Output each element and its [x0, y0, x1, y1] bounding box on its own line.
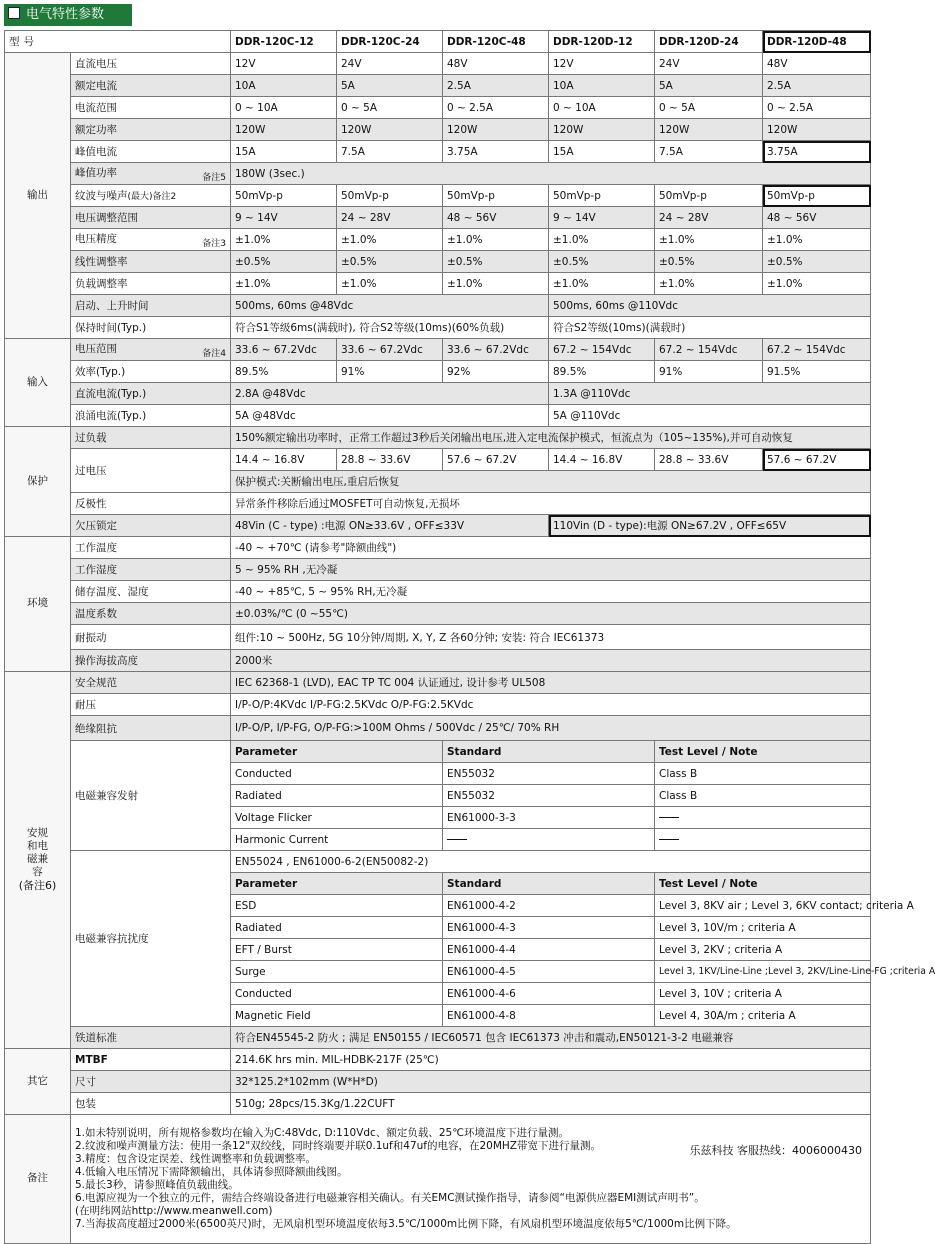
emc-cell: Voltage Flicker	[231, 807, 443, 829]
section-header	[4, 4, 132, 26]
value-cell: ±0.03%/℃ (0 ~55℃)	[231, 603, 871, 625]
item-label	[71, 672, 231, 694]
emc-cell: EN61000-3-3	[443, 807, 655, 829]
table-row	[5, 493, 871, 515]
c-type-value: 2.8A @48Vdc	[231, 383, 549, 405]
emc-cell	[655, 829, 871, 851]
group-protection: 保护	[5, 427, 71, 537]
d-type-value: 符合S2等级(10ms)(满载时)	[549, 317, 871, 339]
emc-cell: Level 3, 10V/m ; criteria A	[655, 917, 871, 939]
item-label-text: 峰值功率	[75, 166, 117, 179]
value-cell: 120W	[655, 119, 763, 141]
value-cell: ±1.0%	[763, 273, 871, 295]
item-note: 备注3	[202, 238, 226, 249]
dash-mark	[659, 839, 679, 840]
item-label-text: 保持时间(Typ.)	[75, 322, 147, 334]
table-row	[5, 1027, 871, 1049]
emc-cell: EN55032	[443, 785, 655, 807]
value-cell: ±0.5%	[549, 251, 655, 273]
emc-cell: Class B	[655, 763, 871, 785]
note-line: 1.如未特别说明，所有规格参数均在输入为C:48Vdc, D:110Vdc、额定负载、25℃环境温度下进行量测。	[75, 1127, 569, 1139]
emc-cell: Radiated	[231, 785, 443, 807]
table-row	[5, 251, 871, 273]
item-label	[71, 339, 231, 361]
item-label: 工作湿度	[71, 559, 231, 581]
value-cell: ±0.5%	[231, 251, 337, 273]
value-cell: ±1.0%	[443, 273, 549, 295]
item-label	[71, 295, 231, 317]
spec-table	[4, 30, 935, 1244]
item-label	[71, 716, 231, 741]
table-row	[5, 694, 871, 716]
value-cell: 7.5A	[337, 141, 443, 163]
emc-cell: EN61000-4-5	[443, 961, 655, 983]
value-cell: 7.5A	[655, 141, 763, 163]
item-label-text: 过电压	[75, 465, 107, 477]
value-cell: 15A	[549, 141, 655, 163]
table-row	[5, 361, 871, 383]
value-cell: 150%额定输出功率时，正常工作超过3秒后关闭输出电压,进入定电流保护模式，恒流点为（105~135%),并可自动恢复	[231, 427, 871, 449]
table-row	[5, 427, 871, 449]
item-label	[71, 361, 231, 383]
value-cell: 3.75A	[763, 141, 871, 163]
item-label-text: 电压精度	[75, 232, 117, 245]
emc-header: Standard	[443, 873, 655, 895]
table-row	[5, 163, 871, 185]
group-environment: 环境	[5, 537, 71, 672]
value-cell: 2.5A	[443, 75, 549, 97]
value-cell: ±0.5%	[655, 251, 763, 273]
item-label-text: 包装	[75, 1098, 96, 1110]
value-cell: 67.2 ~ 154Vdc	[655, 339, 763, 361]
emc-cell: Class B	[655, 785, 871, 807]
table-row	[5, 207, 871, 229]
note-line: 7.当海拔高度超过2000米(6500英尺)时，无风扇机型环境温度依每3.5℃/1000m比例下降，有风扇机型环境温度依每5℃/1000m比例下降。	[75, 1218, 737, 1230]
value-cell: 120W	[549, 119, 655, 141]
value-cell: 180W (3sec.)	[231, 163, 871, 185]
value-cell: 10A	[231, 75, 337, 97]
item-label	[71, 694, 231, 716]
group-safety-line: 和电	[27, 840, 48, 852]
value-cell: 57.6 ~ 67.2V	[763, 449, 871, 471]
emc-cell: EN61000-4-8	[443, 1005, 655, 1027]
value-cell: 24 ~ 28V	[655, 207, 763, 229]
item-label	[71, 449, 231, 493]
value-cell: ±1.0%	[763, 229, 871, 251]
note-line: 5.最长3秒，请参照峰值负载曲线。	[75, 1179, 239, 1191]
emc-cell: Radiated	[231, 917, 443, 939]
emc-cell: Surge	[231, 961, 443, 983]
note-line: 4.低输入电压情况下需降额输出，具体请参照降额曲线图。	[75, 1166, 348, 1178]
table-row	[5, 405, 871, 427]
square-icon	[8, 7, 20, 19]
table-row	[5, 1049, 871, 1071]
group-output: 输出	[5, 53, 71, 339]
value-cell: ±0.5%	[443, 251, 549, 273]
emc-cell: Level 3, 1KV/Line-Line ;Level 3, 2KV/Line-Line-FG ;criteria A	[655, 961, 871, 983]
emc-intro: EN55024 , EN61000-6-2(EN50082-2)	[231, 851, 871, 873]
table-row	[5, 625, 871, 650]
emc-cell	[655, 807, 871, 829]
item-label-text: 绝缘阻抗	[75, 722, 117, 735]
value-cell: 24 ~ 28V	[337, 207, 443, 229]
item-label	[71, 317, 231, 339]
value-cell: 9 ~ 14V	[231, 207, 337, 229]
value-cell: IEC 62368-1 (LVD), EAC TP TC 004 认证通过, 设计参考 UL508	[231, 672, 871, 694]
table-row	[5, 449, 871, 471]
emc-cell: EN61000-4-6	[443, 983, 655, 1005]
value-cell: 67.2 ~ 154Vdc	[763, 339, 871, 361]
value-cell: 214.6K hrs min. MIL-HDBK-217F (25℃)	[231, 1049, 871, 1071]
table-row	[5, 1071, 871, 1093]
group-safety-line: 安规	[27, 826, 48, 839]
value-cell: ±1.0%	[337, 229, 443, 251]
emc-cell: EN55032	[443, 763, 655, 785]
item-label-text: MTBF	[75, 1053, 108, 1066]
table-row	[5, 515, 871, 537]
emc-header: Test Level / Note	[655, 741, 871, 763]
item-label	[71, 383, 231, 405]
table-row	[5, 1093, 871, 1115]
value-cell: 48 ~ 56V	[763, 207, 871, 229]
value-cell: ±1.0%	[443, 229, 549, 251]
item-label-text: 电压范围	[75, 342, 117, 355]
value-cell: 14.4 ~ 16.8V	[231, 449, 337, 471]
table-row	[5, 559, 871, 581]
item-label	[71, 185, 231, 207]
d-type-value: 110Vin (D - type):电源 ON≥67.2V , OFF≤65V	[549, 515, 871, 537]
value-cell: I/P-O/P, I/P-FG, O/P-FG:>100M Ohms / 500Vdc / 25℃/ 70% RH	[231, 716, 871, 741]
table-row	[5, 741, 871, 763]
value-cell: 33.6 ~ 67.2Vdc	[231, 339, 337, 361]
emc-cell: Level 3, 2KV ; criteria A	[655, 939, 871, 961]
value-cell: 91%	[655, 361, 763, 383]
item-label-text: 直流电压	[75, 58, 117, 70]
item-label-text: 启动、上升时间	[75, 300, 149, 312]
c-type-value: 48Vin (C - type) :电源 ON≥33.6V , OFF≤33V	[231, 515, 549, 537]
value-cell: 91%	[337, 361, 443, 383]
value-cell: 24V	[655, 53, 763, 75]
value-cell: 50mVp-p	[763, 185, 871, 207]
group-input: 输入	[5, 339, 71, 427]
value-cell: 50mVp-p	[443, 185, 549, 207]
emc-cell: Conducted	[231, 763, 443, 785]
value-cell: 24V	[337, 53, 443, 75]
emc-cell: Harmonic Current	[231, 829, 443, 851]
value-cell: 120W	[763, 119, 871, 141]
value-cell: ±1.0%	[655, 273, 763, 295]
value-cell: 28.8 ~ 33.6V	[337, 449, 443, 471]
table-row	[5, 851, 871, 873]
item-label-text: 耐压	[75, 699, 96, 711]
value-cell: 0 ~ 5A	[655, 97, 763, 119]
emc-cell	[443, 829, 655, 851]
item-label-text: 过负载	[75, 432, 107, 444]
item-label	[71, 1049, 231, 1071]
emc-cell: EFT / Burst	[231, 939, 443, 961]
dash-mark	[659, 817, 679, 818]
emc-header: Standard	[443, 741, 655, 763]
value-cell: 50mVp-p	[549, 185, 655, 207]
note-line: 6.电源应视为一个独立的元件，需结合终端设备进行电磁兼容相关确认。有关EMC测试操作指导，请参阅“电源供应器EMI测试声明书”。	[75, 1192, 705, 1204]
emc-cell: EN61000-4-4	[443, 939, 655, 961]
notes-cell	[71, 1115, 871, 1244]
c-type-value: 5A @48Vdc	[231, 405, 549, 427]
table-row	[5, 716, 871, 741]
hotline: 乐兹科技 客服热线：4006000430	[689, 1144, 862, 1157]
value-cell: 48V	[763, 53, 871, 75]
item-label-text: 峰值电流	[75, 146, 117, 158]
value-cell: 57.6 ~ 67.2V	[443, 449, 549, 471]
item-label	[71, 75, 231, 97]
value-cell: 12V	[231, 53, 337, 75]
value-cell: 2.5A	[763, 75, 871, 97]
table-row	[5, 339, 871, 361]
value-cell: 5 ~ 95% RH ,无冷凝	[231, 559, 871, 581]
d-type-value: 5A @110Vdc	[549, 405, 871, 427]
value-cell: 保护模式:关断输出电压,重启后恢复	[231, 471, 871, 493]
value-cell: I/P-O/P:4KVdc I/P-FG:2.5KVdc O/P-FG:2.5KVdc	[231, 694, 871, 716]
table-row	[5, 672, 871, 694]
c-type-value: 500ms, 60ms @48Vdc	[231, 295, 549, 317]
item-label	[71, 1071, 231, 1093]
value-cell: 14.4 ~ 16.8V	[549, 449, 655, 471]
table-row	[5, 97, 871, 119]
item-label	[71, 405, 231, 427]
item-label	[71, 207, 231, 229]
group-safety-line: 磁兼	[27, 853, 48, 866]
value-cell: 异常条件移除后通过MOSFET可自动恢复,无损坏	[231, 493, 871, 515]
item-label-text: 效率(Typ.)	[75, 366, 126, 378]
value-cell: ±0.5%	[337, 251, 443, 273]
c-type-value: 符合S1等级6ms(满载时), 符合S2等级(10ms)(60%负载)	[231, 317, 549, 339]
value-cell: 15A	[231, 141, 337, 163]
value-cell: ±1.0%	[549, 273, 655, 295]
emc-header: Parameter	[231, 873, 443, 895]
table-row	[5, 1115, 871, 1244]
item-label	[71, 163, 231, 185]
item-label-text: 浪涌电流(Typ.)	[75, 410, 147, 422]
table-row	[5, 229, 871, 251]
item-label	[71, 273, 231, 295]
item-label: 储存温度、湿度	[71, 581, 231, 603]
value-cell: 120W	[231, 119, 337, 141]
model-name: DDR-120D-12	[549, 31, 655, 53]
table-row	[5, 31, 871, 53]
emc-cell: EN61000-4-2	[443, 895, 655, 917]
value-cell: 5A	[337, 75, 443, 97]
table-row	[5, 119, 871, 141]
emc-cell: Magnetic Field	[231, 1005, 443, 1027]
value-cell: 33.6 ~ 67.2Vdc	[443, 339, 549, 361]
item-label-text: 直流电流(Typ.)	[75, 388, 147, 400]
group-safety-note: (备注6)	[18, 879, 57, 893]
value-cell: 120W	[337, 119, 443, 141]
value-cell: 28.8 ~ 33.6V	[655, 449, 763, 471]
item-label-text: 欠压锁定	[75, 520, 117, 532]
item-label	[71, 229, 231, 251]
note-line: 3.精度：包含设定误差、线性调整率和负载调整率。	[75, 1153, 317, 1165]
emc-cell: EN61000-4-3	[443, 917, 655, 939]
item-label-text: 纹波与噪声	[75, 190, 128, 202]
group-safety	[5, 672, 71, 1049]
value-cell: 12V	[549, 53, 655, 75]
emc-cell: Level 3, 10V ; criteria A	[655, 983, 871, 1005]
value-cell: 3.75A	[443, 141, 549, 163]
emc-immunity-label: 电磁兼容抗扰度	[71, 851, 231, 1027]
value-cell: 510g; 28pcs/15.3Kg/1.22CUFT	[231, 1093, 871, 1115]
table-row	[5, 185, 871, 207]
item-label	[71, 427, 231, 449]
model-name: DDR-120D-24	[655, 31, 763, 53]
item-label	[71, 1093, 231, 1115]
value-cell: 10A	[549, 75, 655, 97]
section-title: 电气特性参数	[26, 7, 105, 22]
item-label	[71, 515, 231, 537]
item-label	[71, 119, 231, 141]
value-cell: 89.5%	[549, 361, 655, 383]
value-cell: 91.5%	[763, 361, 871, 383]
value-cell: 50mVp-p	[337, 185, 443, 207]
item-label-text: 铁道标准	[75, 1032, 117, 1044]
value-cell: ±1.0%	[549, 229, 655, 251]
table-row	[5, 273, 871, 295]
table-row	[5, 581, 871, 603]
value-cell: ±1.0%	[337, 273, 443, 295]
value-cell: 48 ~ 56V	[443, 207, 549, 229]
value-cell: 32*125.2*102mm (W*H*D)	[231, 1071, 871, 1093]
d-type-value: 1.3A @110Vdc	[549, 383, 871, 405]
value-cell: 2000米	[231, 650, 871, 672]
value-cell: 组件:10 ~ 500Hz, 5G 10分钟/周期, X, Y, Z 各60分钟; 安装: 符合 IEC61373	[231, 625, 871, 650]
value-cell: 89.5%	[231, 361, 337, 383]
table-row	[5, 295, 871, 317]
item-label: 工作温度	[71, 537, 231, 559]
emc-header: Parameter	[231, 741, 443, 763]
table-row	[5, 383, 871, 405]
value-cell: 0 ~ 10A	[231, 97, 337, 119]
value-cell: 符合EN45545-2 防火 ; 满足 EN50155 / IEC60571 包含 IEC61373 冲击和震动,EN50121-3-2 电磁兼容	[231, 1027, 871, 1049]
value-cell: 50mVp-p	[231, 185, 337, 207]
value-cell: 0 ~ 2.5A	[763, 97, 871, 119]
table-row	[5, 317, 871, 339]
emc-cell: Level 3, 8KV air ; Level 3, 6KV contact; criteria A	[655, 895, 871, 917]
value-cell: 120W	[443, 119, 549, 141]
table-row	[5, 75, 871, 97]
table-row	[5, 141, 871, 163]
value-cell: 48V	[443, 53, 549, 75]
value-cell: -40 ~ +85℃, 5 ~ 95% RH,无冷凝	[231, 581, 871, 603]
model-name: DDR-120C-24	[337, 31, 443, 53]
item-label	[71, 251, 231, 273]
value-cell: 0 ~ 5A	[337, 97, 443, 119]
value-cell: ±1.0%	[655, 229, 763, 251]
value-cell: ±0.5%	[763, 251, 871, 273]
item-label-text: 额定功率	[75, 124, 117, 136]
model-name: DDR-120C-48	[443, 31, 549, 53]
item-label-text: 安全规范	[75, 677, 117, 689]
item-label-text: 负载调整率	[75, 278, 128, 290]
item-label: 操作海拔高度	[71, 650, 231, 672]
value-cell: 50mVp-p	[655, 185, 763, 207]
item-label	[71, 1027, 231, 1049]
item-label: 温度系数	[71, 603, 231, 625]
emc-cell: Conducted	[231, 983, 443, 1005]
model-label: 型号	[5, 31, 231, 53]
value-cell: 0 ~ 2.5A	[443, 97, 549, 119]
table-row	[5, 650, 871, 672]
item-label: 耐振动	[71, 625, 231, 650]
value-cell: -40 ~ +70℃ (请参考"降额曲线")	[231, 537, 871, 559]
item-note: 备注2	[152, 192, 177, 202]
item-label-small: (最大)	[127, 192, 153, 202]
item-label-text: 反极性	[75, 498, 107, 510]
table-row	[5, 537, 871, 559]
emc-cell: ESD	[231, 895, 443, 917]
item-label	[71, 53, 231, 75]
item-note: 备注4	[202, 348, 226, 359]
value-cell: 0 ~ 10A	[549, 97, 655, 119]
note-line: (在明纬网站http://www.meanwell.com)	[75, 1205, 273, 1217]
value-cell: 92%	[443, 361, 549, 383]
value-cell: 33.6 ~ 67.2Vdc	[337, 339, 443, 361]
group-others: 其它	[5, 1049, 71, 1115]
model-name: DDR-120D-48	[763, 31, 871, 53]
dash-mark	[447, 839, 467, 840]
item-label	[71, 493, 231, 515]
emc-header: Test Level / Note	[655, 873, 871, 895]
item-label-text: 线性调整率	[75, 256, 128, 268]
table-row	[5, 53, 871, 75]
model-name: DDR-120C-12	[231, 31, 337, 53]
group-safety-line: 容	[32, 866, 43, 879]
item-label	[71, 97, 231, 119]
emc-cell: Level 4, 30A/m ; criteria A	[655, 1005, 871, 1027]
item-note: 备注5	[202, 172, 226, 183]
item-label-text: 额定电流	[75, 80, 117, 92]
value-cell: 5A	[655, 75, 763, 97]
value-cell: ±1.0%	[231, 229, 337, 251]
value-cell: ±1.0%	[231, 273, 337, 295]
value-cell: 9 ~ 14V	[549, 207, 655, 229]
item-label	[71, 141, 231, 163]
note-line: 2.纹波和噪声测量方法：使用一条12"双绞线，同时终端要并联0.1uf和47uf的电容，在20MHZ带宽下进行量测。	[75, 1140, 601, 1152]
emc-emission-label: 电磁兼容发射	[71, 741, 231, 851]
group-notes: 备注	[5, 1115, 71, 1244]
item-label-text: 电流范围	[75, 102, 117, 114]
item-label-text: 尺寸	[75, 1076, 96, 1088]
d-type-value: 500ms, 60ms @110Vdc	[549, 295, 871, 317]
item-label-text: 电压调整范围	[75, 212, 138, 224]
table-row	[5, 603, 871, 625]
value-cell: 67.2 ~ 154Vdc	[549, 339, 655, 361]
